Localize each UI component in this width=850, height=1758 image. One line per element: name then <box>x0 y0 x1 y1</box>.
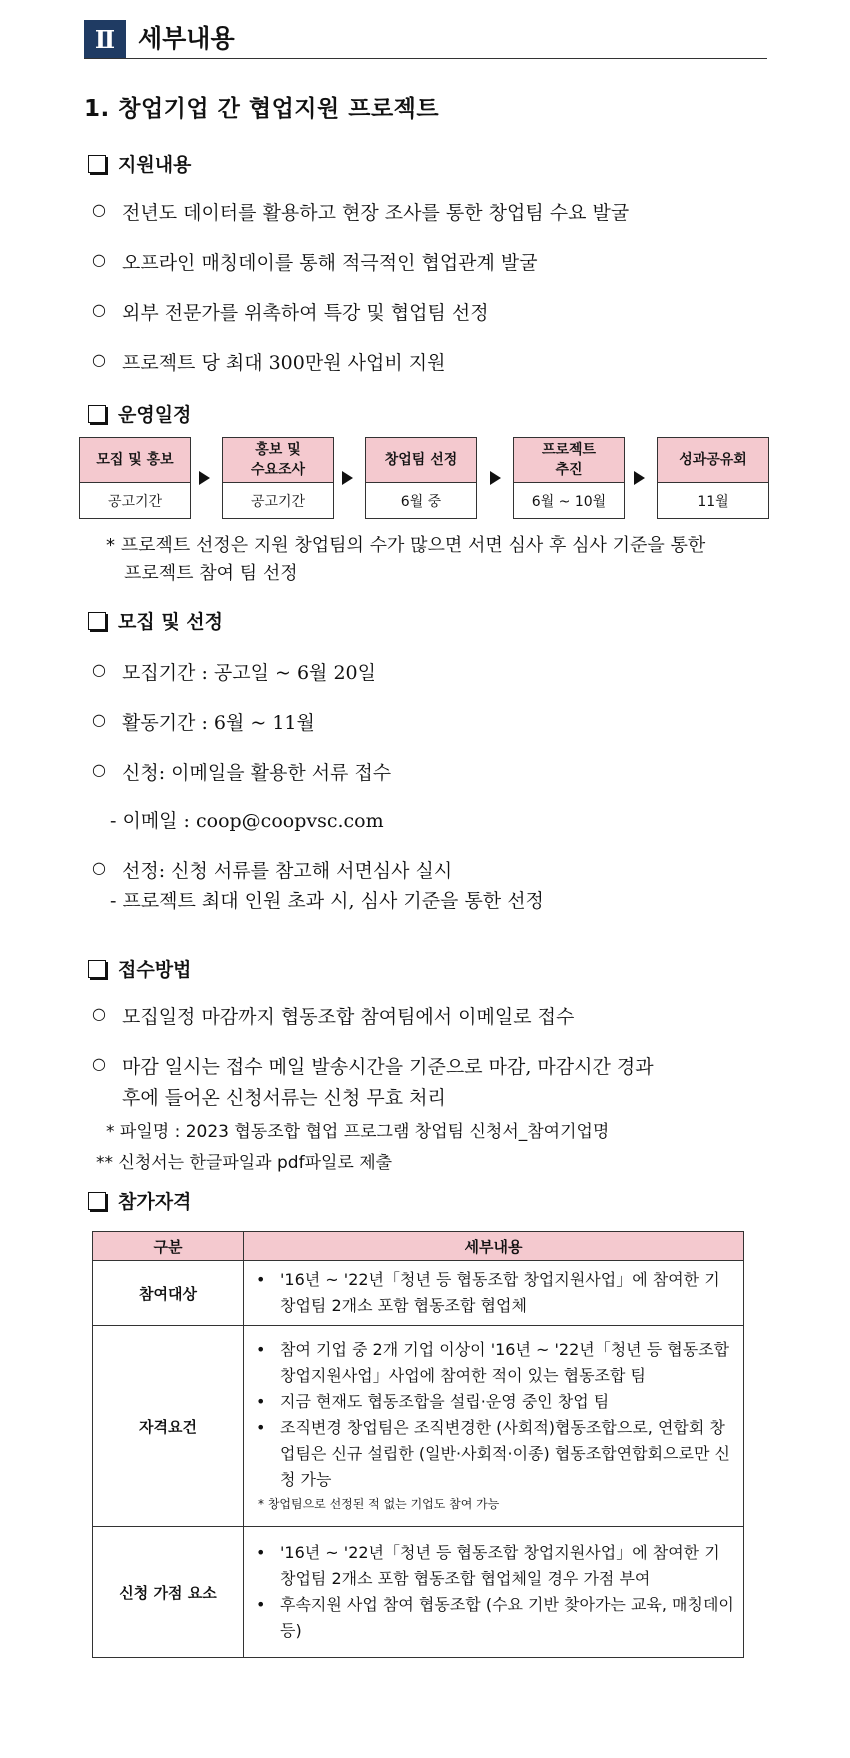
recruit-select: ○ 선정: 신청 서류를 참고해 서면심사 실시 <box>92 858 453 882</box>
detail-item: • '16년 ~ '22년「청년 등 협동조합 창업지원사업」에 참여한 기창업팀 2개소 포함 협동조합 협업체일 경우 가점 부여 <box>280 1540 735 1592</box>
schedule-note-cont: 프로젝트 참여 팀 선정 <box>124 563 298 584</box>
table-row <box>93 1527 744 1658</box>
table-header-detail: 세부내용 <box>244 1232 744 1261</box>
detail-note: * 창업팀으로 선정된 적 없는 기업도 참여 가능 <box>258 1497 500 1511</box>
detail-item: • 조직변경 창업팀은 조직변경한 (사회적)협동조합으로, 연합회 창업팀은 신규 설립한 (일반·사회적·이종) 협동조합연합회으로만 신청 가능 <box>280 1415 735 1493</box>
support-item: ○ 외부 전문가를 위촉하여 특강 및 협업팀 선정 <box>92 300 489 324</box>
checkbox-square-icon <box>88 960 106 978</box>
support-item: ○ 전년도 데이터를 활용하고 현장 조사를 통한 창업팀 수요 발굴 <box>92 200 630 224</box>
schedule-step-period: 6월 ~ 10월 <box>531 493 607 510</box>
qualification-heading: 참가자격 <box>88 1187 191 1213</box>
table-header-category: 구분 <box>93 1232 244 1261</box>
arrow-right-icon <box>199 471 210 485</box>
schedule-step <box>657 437 769 519</box>
row-label: 신청 가점 요소 <box>93 1527 244 1658</box>
detail-item: • '16년 ~ '22년「청년 등 협동조합 창업지원사업」에 참여한 기창업팀 2개소 포함 협동조합 협업체 <box>280 1267 735 1319</box>
row-label: 자격요건 <box>93 1326 244 1527</box>
receipt-note-format: ** 신청서는 한글파일과 pdf파일로 제출 <box>96 1153 393 1173</box>
page-subtitle: 1. 창업기업 간 협업지원 프로젝트 <box>84 96 440 122</box>
schedule-step <box>365 437 477 519</box>
table-header-row <box>93 1232 744 1261</box>
checkbox-square-icon <box>88 1192 106 1210</box>
recruit-period: ○ 모집기간 : 공고일 ~ 6월 20일 <box>92 660 376 684</box>
section-title: 세부내용 <box>138 24 235 53</box>
arrow-right-icon <box>342 471 353 485</box>
schedule-step-title: 창업팀 선정 <box>366 438 476 483</box>
schedule-step-title: 성과공유회 <box>658 438 768 483</box>
receipt-item: ○ 마감 일시는 접수 메일 발송시간을 기준으로 마감, 마감시간 경과 <box>92 1054 654 1078</box>
recruit-apply: ○ 신청: 이메일을 활용한 서류 접수 <box>92 760 392 784</box>
schedule-step-title: 모집 및 홍보 <box>80 438 190 483</box>
row-detail <box>244 1261 744 1326</box>
schedule-step <box>222 437 334 519</box>
recruit-select-sub: - 프로젝트 최대 인원 초과 시, 심사 기준을 통한 선정 <box>110 890 544 912</box>
support-item: ○ 프로젝트 당 최대 300만원 사업비 지원 <box>92 350 446 374</box>
recruit-activity: ○ 활동기간 : 6월 ~ 11월 <box>92 710 315 734</box>
schedule-step-title: 홍보 및 수요조사 <box>223 438 333 483</box>
receipt-item: ○ 모집일정 마감까지 협동조합 참여팀에서 이메일로 접수 <box>92 1004 575 1028</box>
receipt-note-filename: * 파일명 : 2023 협동조합 협업 프로그램 창업팀 신청서_참여기업명 <box>106 1122 610 1142</box>
section-divider <box>84 58 767 59</box>
checkbox-square-icon <box>88 155 106 173</box>
section-number-badge: Ⅱ <box>84 20 126 58</box>
qualification-table <box>92 1231 744 1658</box>
receipt-item-cont: 후에 들어온 신청서류는 신청 무효 처리 <box>122 1087 446 1109</box>
table-row <box>93 1326 744 1527</box>
detail-item: • 후속지원 사업 참여 협동조합 (수요 기반 찾아가는 교육, 매칭데이 등) <box>280 1592 735 1644</box>
schedule-step <box>513 437 625 519</box>
row-label: 참여대상 <box>93 1261 244 1326</box>
schedule-heading: 운영일정 <box>88 400 191 426</box>
receipt-heading: 접수방법 <box>88 955 191 981</box>
detail-item: • 지금 현재도 협동조합을 설립·운영 중인 창업 팀 <box>280 1389 735 1415</box>
checkbox-square-icon <box>88 405 106 423</box>
schedule-step <box>79 437 191 519</box>
recruit-heading: 모집 및 선정 <box>88 607 223 633</box>
detail-item: • 참여 기업 중 2개 기업 이상이 '16년 ~ '22년「청년 등 협동조합 창업지원사업」사업에 참여한 적이 있는 협동조합 팀 <box>280 1337 735 1389</box>
schedule-step-period: 6월 중 <box>400 493 442 510</box>
schedule-step-title: 프로젝트 추진 <box>514 438 624 483</box>
arrow-right-icon <box>490 471 501 485</box>
schedule-step-period: 11월 <box>697 493 729 510</box>
row-detail <box>244 1527 744 1658</box>
schedule-note: * 프로젝트 선정은 지원 창업팀의 수가 많으면 서면 심사 후 심사 기준을 통한 <box>106 535 706 556</box>
arrow-right-icon <box>634 471 645 485</box>
row-detail <box>244 1326 744 1527</box>
support-item: ○ 오프라인 매칭데이를 통해 적극적인 협업관계 발굴 <box>92 250 538 274</box>
checkbox-square-icon <box>88 612 106 630</box>
recruit-email: - 이메일 : coop@coopvsc.com <box>110 810 384 832</box>
schedule-step-period: 공고기간 <box>107 493 163 510</box>
table-row <box>93 1261 744 1326</box>
support-heading: 지원내용 <box>88 150 191 176</box>
schedule-step-period: 공고기간 <box>250 493 306 510</box>
